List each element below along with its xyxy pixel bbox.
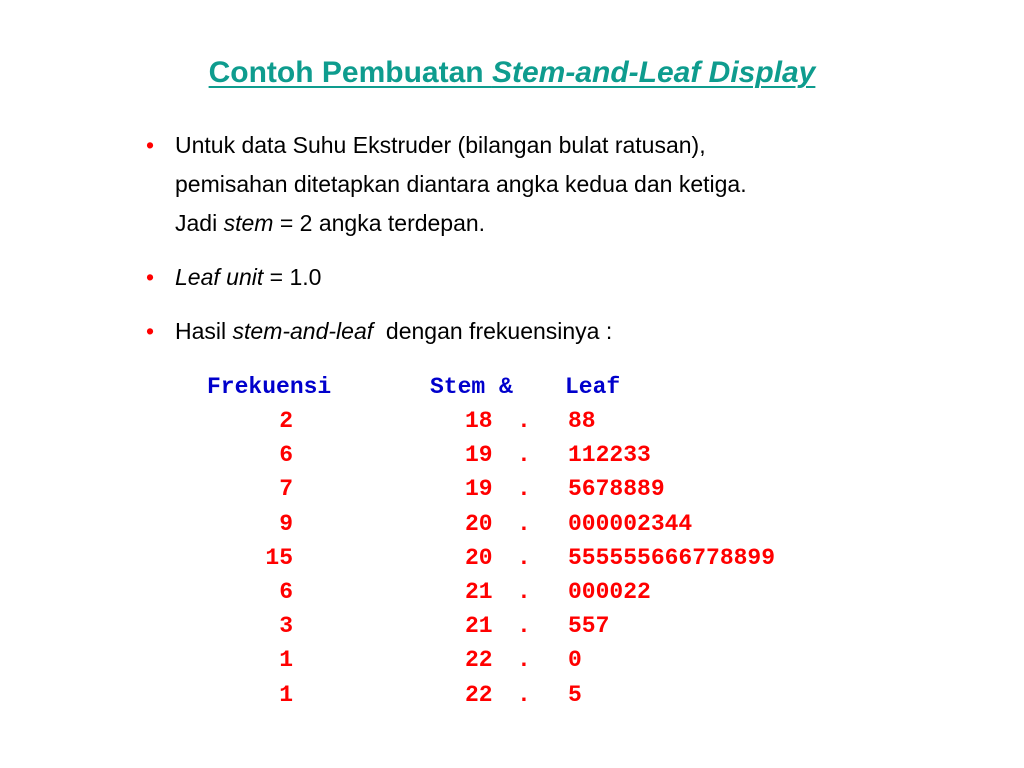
bullet-item-2 bbox=[146, 258, 946, 297]
bullet-3-italic: stem-and-leaf bbox=[232, 318, 374, 344]
bullet-1-line-3-italic: stem bbox=[223, 210, 274, 236]
title-italic: Stem-and-Leaf Display bbox=[491, 56, 816, 89]
bullet-1-line-3 bbox=[175, 204, 946, 243]
slide-title bbox=[0, 53, 1024, 93]
leaf-cell: 000002344 bbox=[568, 510, 693, 537]
bullet-1-line-2: pemisahan ditetapkan diantara angka kedua dan ketiga. bbox=[175, 171, 747, 197]
frequency-cell: 15 bbox=[265, 544, 293, 571]
bullet-1-line-3-post: = 2 angka terdepan. bbox=[273, 210, 486, 236]
header-frekuensi: Frekuensi bbox=[207, 374, 332, 400]
leaf-cell: 0 bbox=[568, 647, 582, 674]
stem-cell: 22 bbox=[465, 647, 493, 674]
leaf-cell: 557 bbox=[568, 613, 610, 640]
bullet-3-pre: Hasil bbox=[175, 318, 233, 344]
bullet-item-1 bbox=[146, 126, 946, 243]
stem-leaf-table bbox=[0, 370, 1024, 730]
stem-separator: . bbox=[517, 408, 531, 434]
bullet-dot-icon: • bbox=[146, 264, 155, 290]
table-row bbox=[0, 678, 1024, 712]
table-row bbox=[0, 609, 1024, 643]
stem-separator: . bbox=[517, 544, 531, 571]
frequency-cell: 7 bbox=[279, 476, 293, 503]
stem-cell: 22 bbox=[465, 681, 493, 708]
bullet-1-line-1: Untuk data Suhu Ekstruder (bilangan bulat ratusan), bbox=[175, 132, 706, 158]
stem-cell: 18 bbox=[465, 408, 493, 434]
stem-cell: 20 bbox=[465, 544, 493, 571]
stem-cell: 20 bbox=[465, 510, 493, 537]
bullet-2-post: = 1.0 bbox=[263, 264, 322, 290]
stem-cell: 21 bbox=[465, 579, 493, 605]
bullet-dot-icon: • bbox=[146, 132, 155, 158]
stem-separator: . bbox=[517, 647, 531, 674]
bullet-dot-icon: • bbox=[146, 318, 155, 344]
header-stem: Stem & bbox=[430, 374, 513, 400]
stem-separator: . bbox=[517, 681, 531, 708]
table-row bbox=[0, 472, 1024, 506]
frequency-cell: 1 bbox=[279, 681, 293, 708]
table-row bbox=[0, 507, 1024, 541]
frequency-cell: 2 bbox=[279, 408, 293, 434]
table-row bbox=[0, 575, 1024, 609]
stem-separator: . bbox=[517, 613, 531, 640]
leaf-cell: 112233 bbox=[568, 442, 651, 469]
bullet-1-line-3-pre: Jadi bbox=[175, 210, 224, 236]
leaf-cell: 5 bbox=[568, 681, 582, 708]
bullet-item-3 bbox=[146, 312, 946, 351]
bullet-3-post: dengan frekuensinya : bbox=[373, 318, 613, 344]
header-leaf: Leaf bbox=[565, 374, 621, 400]
bullet-list bbox=[146, 126, 946, 351]
frequency-cell: 6 bbox=[279, 579, 293, 605]
frequency-cell: 1 bbox=[279, 647, 293, 674]
stem-cell: 19 bbox=[465, 476, 493, 503]
leaf-cell: 88 bbox=[568, 408, 596, 434]
table-row bbox=[0, 404, 1024, 438]
frequency-cell: 6 bbox=[279, 442, 293, 469]
table-row bbox=[0, 643, 1024, 677]
stem-separator: . bbox=[517, 442, 531, 469]
leaf-cell: 5678889 bbox=[568, 476, 665, 503]
bullet-2-italic: Leaf unit bbox=[175, 264, 264, 290]
stem-cell: 21 bbox=[465, 613, 493, 640]
title-prefix: Contoh Pembuatan bbox=[208, 56, 492, 89]
stem-separator: . bbox=[517, 510, 531, 537]
stem-cell: 19 bbox=[465, 442, 493, 469]
leaf-cell: 000022 bbox=[568, 579, 651, 605]
table-row bbox=[0, 438, 1024, 472]
frequency-cell: 3 bbox=[279, 613, 293, 640]
stem-separator: . bbox=[517, 579, 531, 605]
frequency-cell: 9 bbox=[279, 510, 293, 537]
stem-separator: . bbox=[517, 476, 531, 503]
table-row bbox=[0, 541, 1024, 575]
leaf-cell: 555555666778899 bbox=[568, 544, 776, 571]
